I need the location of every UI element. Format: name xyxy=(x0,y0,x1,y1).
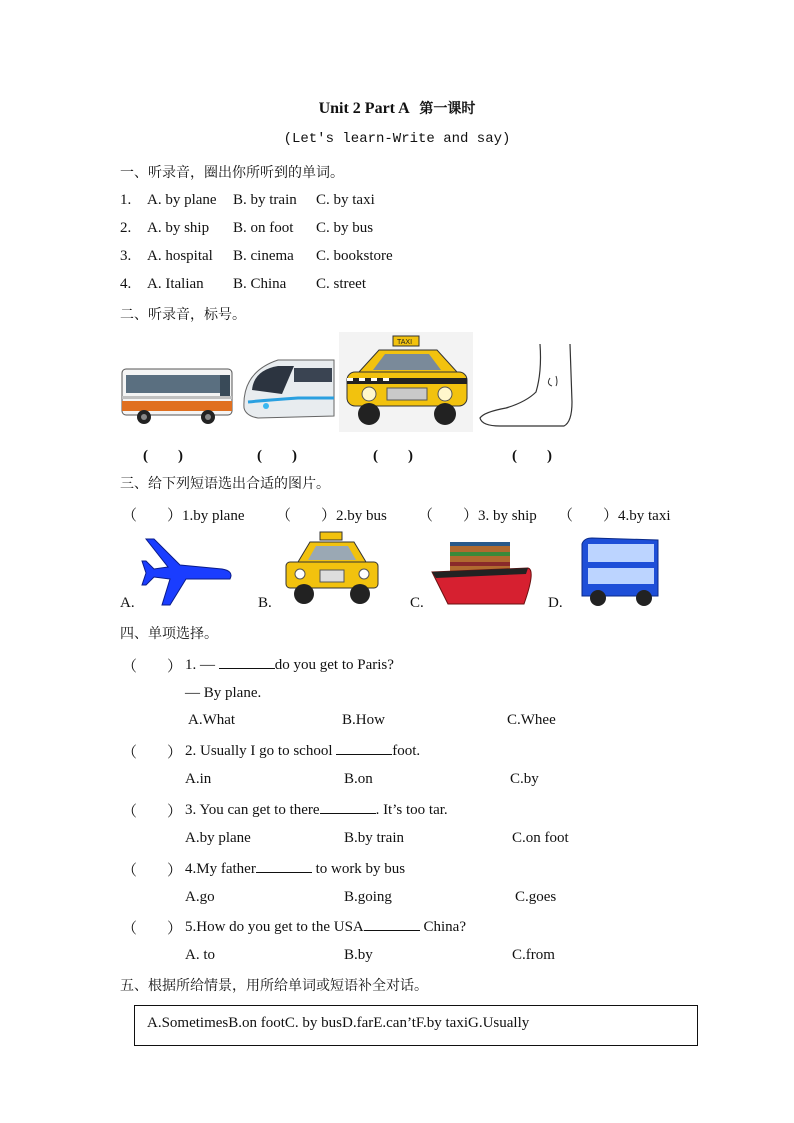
q4-opt-c: C.goes xyxy=(515,889,557,905)
taxi-image xyxy=(339,332,473,432)
ship-image xyxy=(428,534,536,608)
bus-image xyxy=(120,365,234,427)
q3-blank[interactable] xyxy=(320,800,376,814)
q2-before: 2. Usually I go to school xyxy=(185,743,337,759)
q3-opt-c: C.on foot xyxy=(512,830,569,846)
q5-opt-c: C.from xyxy=(512,947,555,963)
s2-blank-3[interactable]: ( ) xyxy=(373,448,413,464)
q4-blank[interactable] xyxy=(256,859,312,873)
q5-text xyxy=(185,917,466,936)
s1-num: 3. xyxy=(120,248,132,264)
s3-phrase-2: （ ）2.by bus xyxy=(276,508,387,524)
s1-opt: A. by ship xyxy=(147,220,210,236)
s2-blank-2[interactable]: ( ) xyxy=(257,448,297,464)
s1-opt: C. street xyxy=(316,276,366,292)
s3-phrase-4: （ ）4.by taxi xyxy=(558,508,671,524)
s1-opt: B. by train xyxy=(233,192,297,208)
page-title xyxy=(0,98,794,118)
section4-heading: 四、单项选择。 xyxy=(120,626,218,642)
s1-opt: B. cinema xyxy=(233,248,294,264)
q2-opt-a: A.in xyxy=(185,771,212,787)
q2-after: foot. xyxy=(392,743,421,759)
s2-blank-1[interactable]: ( ) xyxy=(143,448,183,464)
foot-image xyxy=(476,342,580,430)
q1-opt-c: C.Whee xyxy=(507,712,556,728)
q2-opt-b: B.on xyxy=(344,771,373,787)
page-subtitle: (Let's learn-Write and say) xyxy=(283,131,511,147)
q5-opt-a: A. to xyxy=(185,947,215,963)
plane-image xyxy=(140,535,236,607)
q1-after: do you get to Paris? xyxy=(274,657,394,673)
q3-opt-a: A.by plane xyxy=(185,830,251,846)
s1-opt: A. hospital xyxy=(147,248,213,264)
s3-label-d: D. xyxy=(548,595,563,611)
s1-opt: C. by taxi xyxy=(316,192,375,208)
q4-text xyxy=(185,859,405,878)
q1-blank[interactable] xyxy=(219,655,275,669)
q2-paren[interactable]: （ ） xyxy=(122,745,183,761)
svg-text:TAXI: TAXI xyxy=(397,339,413,346)
q4-paren[interactable]: （ ） xyxy=(122,863,183,879)
q5-before: 5.How do you get to the USA xyxy=(185,919,364,935)
q5-opt-b: B.by xyxy=(344,947,373,963)
q3-text xyxy=(185,800,448,819)
doubledecker-image xyxy=(578,534,662,608)
word-bank-options: A.SometimesB.on footC. by busD.farE.can’tF.by taxiG.Usually xyxy=(147,1015,530,1031)
q1-answer: — By plane. xyxy=(185,685,262,701)
section3-heading: 三、给下列短语选出合适的图片。 xyxy=(120,476,330,492)
q2-text xyxy=(185,741,420,760)
q4-before: 4.My father xyxy=(185,861,256,877)
s1-opt: A. by plane xyxy=(147,192,217,208)
s3-phrase-1: （ ）1.by plane xyxy=(122,508,245,524)
word-bank-box xyxy=(134,1005,698,1046)
s1-num: 2. xyxy=(120,220,132,236)
s1-opt: C. bookstore xyxy=(316,248,393,264)
train-image xyxy=(238,350,338,430)
section1-heading: 一、听录音，圈出你所听到的单词。 xyxy=(120,165,344,181)
q4-after: to work by bus xyxy=(311,861,406,877)
q2-blank[interactable] xyxy=(336,741,392,755)
q5-paren[interactable]: （ ） xyxy=(122,921,183,937)
s1-opt: B. on foot xyxy=(233,220,294,236)
q3-paren[interactable]: （ ） xyxy=(122,804,183,820)
q3-before: 3. You can get to there xyxy=(185,802,320,818)
section5-heading: 五、根据所给情景，用所给单词或短语补全对话。 xyxy=(120,978,428,994)
q1-paren[interactable]: （ ） xyxy=(122,659,183,675)
s2-blank-4[interactable]: ( ) xyxy=(512,448,552,464)
q2-opt-c: C.by xyxy=(510,771,539,787)
q1-opt-b: B.How xyxy=(342,712,385,728)
q5-blank[interactable] xyxy=(364,917,420,931)
s1-num: 1. xyxy=(120,192,132,208)
s3-label-a: A. xyxy=(120,595,135,611)
q1-opt-a: A.What xyxy=(188,712,236,728)
s1-opt: B. China xyxy=(233,276,287,292)
q4-opt-a: A.go xyxy=(185,889,215,905)
title-text: Unit 2 Part A xyxy=(318,100,410,117)
q4-opt-b: B.going xyxy=(344,889,392,905)
q1-before: 1. — xyxy=(185,657,219,673)
q1-text xyxy=(185,655,394,674)
q3-after: . It’s too tar. xyxy=(375,802,448,818)
title-cn: 第一课时 xyxy=(419,101,476,117)
s3-phrase-3: （ ）3. by ship xyxy=(418,508,537,524)
s1-opt: A. Italian xyxy=(147,276,204,292)
s3-label-b: B. xyxy=(258,595,272,611)
s3-label-c: C. xyxy=(410,595,424,611)
q3-opt-b: B.by train xyxy=(344,830,404,846)
q5-after: China? xyxy=(419,919,466,935)
taxi2-image xyxy=(280,530,384,608)
s1-opt: C. by bus xyxy=(316,220,374,236)
section2-heading: 二、听录音，标号。 xyxy=(120,307,246,323)
s1-num: 4. xyxy=(120,276,132,292)
